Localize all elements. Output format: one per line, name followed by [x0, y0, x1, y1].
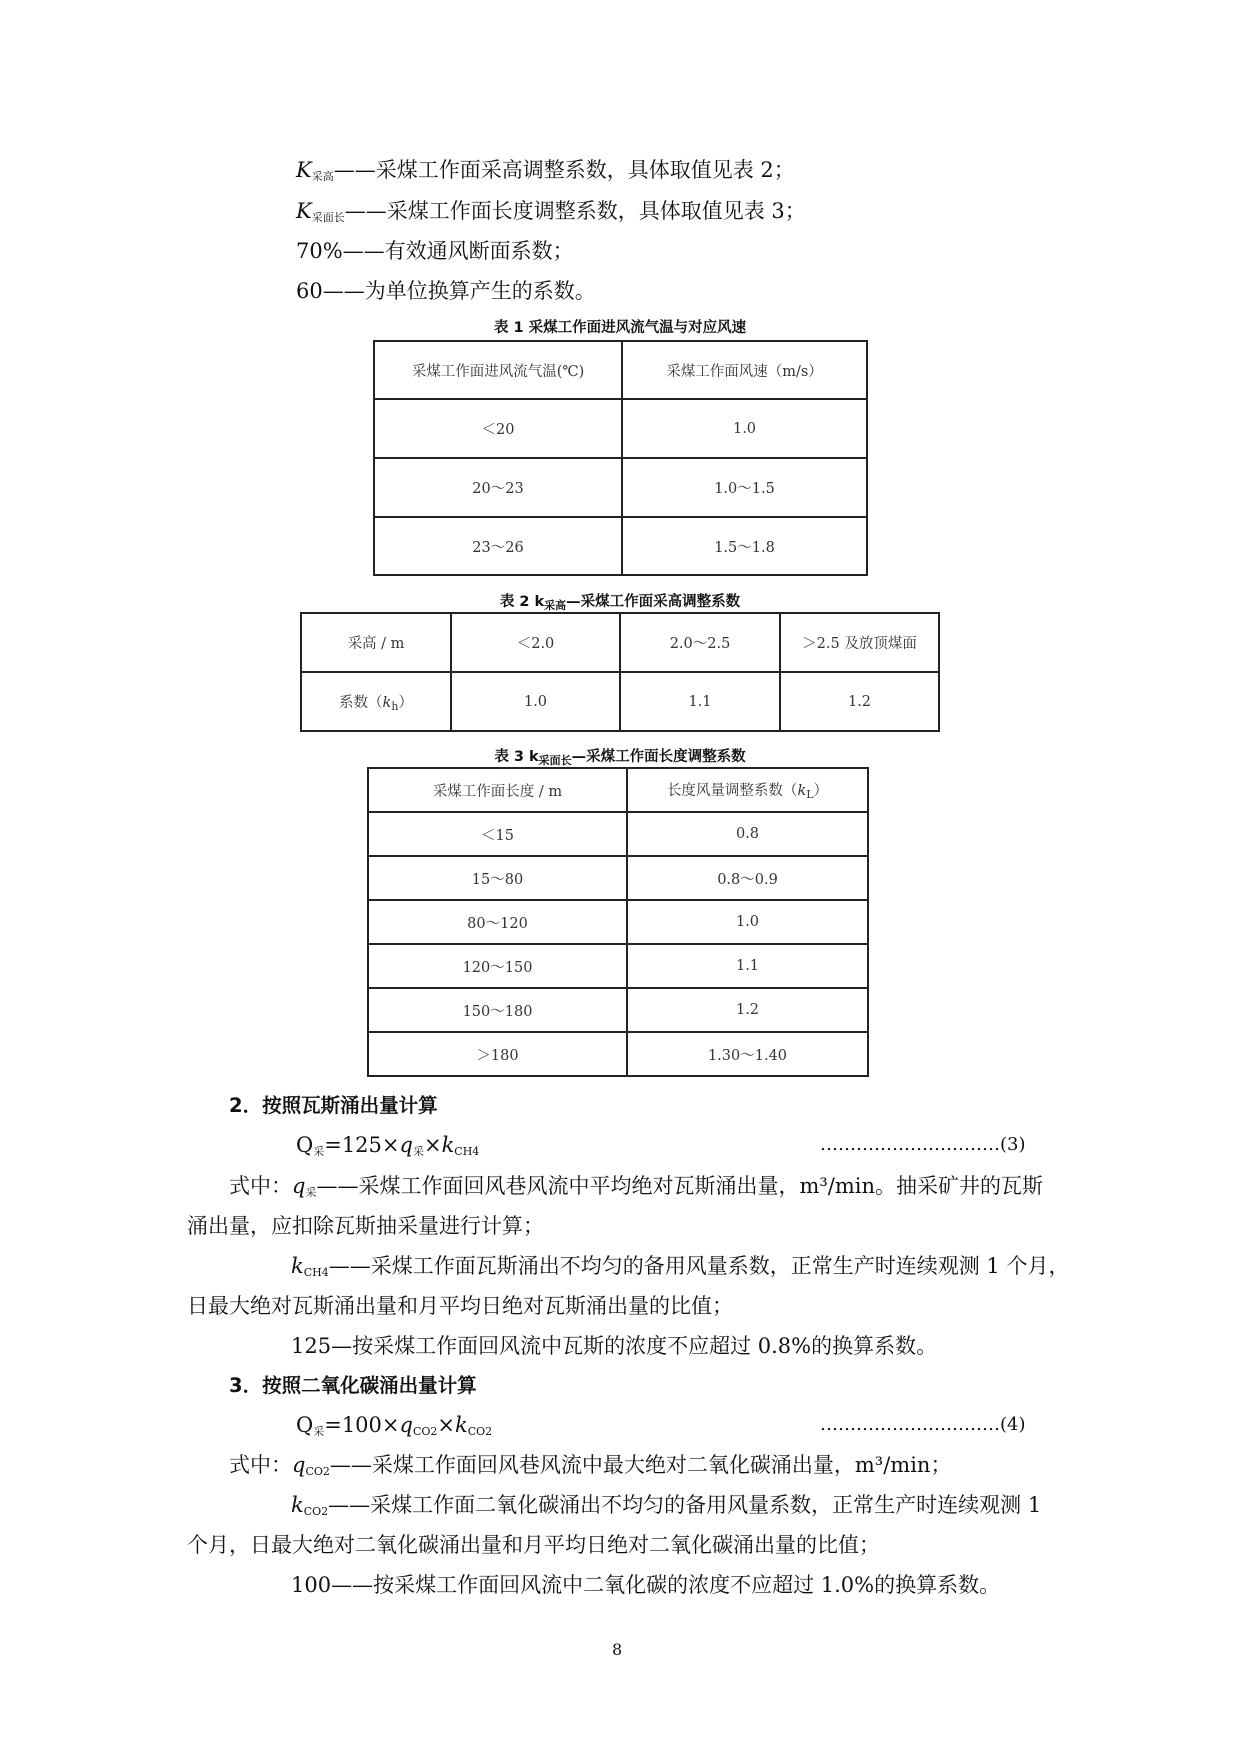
section3-para2-line1: [291, 1490, 1041, 1527]
subscript: CO2: [412, 1425, 438, 1438]
table-cell: ＜2.0: [451, 613, 620, 672]
table-cell: 80～120: [368, 900, 627, 944]
subscript: 采: [313, 1425, 325, 1438]
formula-part: =125×: [324, 1133, 400, 1157]
subscript: 采: [412, 1145, 424, 1158]
subscript: 采高: [311, 170, 334, 183]
table-cell: ＜15: [368, 812, 627, 856]
section3-para2-line2: 个月，日最大绝对二氧化碳涌出量和月平均日绝对二氧化碳涌出量的比值；: [187, 1533, 880, 1557]
table-cell: 15～80: [368, 856, 627, 900]
label-end: ）: [813, 783, 829, 799]
symbol: q: [399, 1133, 413, 1157]
definition-text: ——采煤工作面采高调整系数，具体取值见表 2；: [333, 158, 795, 182]
table-cell: 2.0～2.5: [620, 613, 780, 672]
definition-70: [296, 236, 574, 266]
table1-header-speed: 采煤工作面风速（m/s）: [622, 341, 867, 399]
symbol: q: [292, 1174, 306, 1198]
subscript: 采: [305, 1186, 317, 1199]
table-cell: 0.8: [627, 812, 868, 856]
symbol: K: [296, 158, 312, 182]
subscript: CO2: [303, 1505, 329, 1518]
table2-caption: [370, 590, 870, 613]
subscript: CO2: [467, 1425, 493, 1438]
equation-number-4: …………………………(4): [820, 1414, 1026, 1435]
label-end: ）: [398, 694, 413, 711]
text: ——采煤工作面二氧化碳涌出不均匀的备用风量系数，正常生产时连续观测 1: [328, 1493, 1042, 1517]
table-cell: ＜20: [374, 399, 622, 458]
symbol: K: [296, 199, 312, 223]
section2-heading: 2．按照瓦斯涌出量计算: [229, 1094, 438, 1117]
caption-suffix: —采煤工作面长度调整系数: [571, 749, 746, 765]
symbol: k: [291, 1493, 304, 1517]
subscript: CH4: [303, 1266, 329, 1279]
section2-para2-line2: 日最大绝对瓦斯涌出量和月平均日绝对瓦斯涌出量的比值；: [187, 1294, 733, 1318]
table-cell: [627, 768, 868, 812]
table-cell: 采煤工作面长度 / m: [368, 768, 627, 812]
symbol: q: [292, 1453, 306, 1477]
table-cell: ＞180: [368, 1032, 627, 1076]
section3-heading: 3．按照二氧化碳涌出量计算: [229, 1374, 477, 1397]
subscript: CO2: [305, 1465, 330, 1478]
page-number: 8: [612, 1640, 623, 1659]
formula-3: [296, 1130, 479, 1167]
table1: [373, 340, 868, 576]
symbol: k: [441, 1133, 455, 1157]
section2-para3: 125—按采煤工作面回风流中瓦斯的浓度不应超过 0.8%的换算系数。: [291, 1334, 938, 1358]
section3-para1: [229, 1450, 951, 1487]
subscript: CH4: [454, 1145, 480, 1158]
symbol: Q: [296, 1133, 314, 1157]
symbol: Q: [296, 1413, 314, 1437]
table-cell: 1.1: [627, 944, 868, 988]
table3-caption: [370, 745, 870, 768]
formula-part: =100×: [324, 1413, 400, 1437]
definition-text: 70%——有效通风断面系数；: [296, 239, 574, 263]
symbol: k: [291, 1254, 304, 1278]
label: 长度风量调整系数（: [666, 783, 798, 799]
table1-header-temp: 采煤工作面进风流气温(℃): [374, 341, 622, 399]
table-cell: 1.0～1.5: [622, 458, 867, 517]
table-cell: 20～23: [374, 458, 622, 517]
symbol: k: [797, 783, 807, 799]
section3-para3: 100——按采煤工作面回风流中二氧化碳的浓度不应超过 1.0%的换算系数。: [291, 1573, 1001, 1597]
section2-para1-line1: [229, 1171, 1043, 1208]
table-cell: 1.0: [622, 399, 867, 458]
table-cell: 0.8～0.9: [627, 856, 868, 900]
formula-4: [296, 1410, 492, 1447]
caption-prefix: 表 2 k: [499, 594, 545, 610]
table-cell: 1.0: [451, 672, 620, 731]
section2-para2-line1: [291, 1251, 1069, 1288]
section2-para1-line2: 涌出量，应扣除瓦斯抽采量进行计算；: [187, 1214, 544, 1238]
table-cell: 23～26: [374, 517, 622, 575]
symbol: k: [382, 694, 392, 711]
equation-number-3: …………………………(3): [820, 1134, 1026, 1155]
subscript: 采: [313, 1145, 325, 1158]
subscript: h: [391, 699, 399, 713]
table-cell: 1.1: [620, 672, 780, 731]
table1-caption: 表 1 采煤工作面进风流气温与对应风速: [493, 320, 747, 336]
table-cell: 120～150: [368, 944, 627, 988]
table3: [367, 767, 869, 1077]
table-cell: 1.0: [627, 900, 868, 944]
text: ——采煤工作面回风巷风流中平均绝对瓦斯涌出量，m³/min。抽采矿井的瓦斯: [316, 1174, 1044, 1198]
definition-text: ——采煤工作面长度调整系数，具体取值见表 3；: [344, 199, 806, 223]
symbol: q: [399, 1413, 413, 1437]
text: 式中：: [229, 1453, 292, 1477]
table-cell: [301, 672, 451, 731]
table-cell: 1.5～1.8: [622, 517, 867, 575]
caption-suffix: —采煤工作面采高调整系数: [566, 594, 741, 610]
table-cell: 1.2: [780, 672, 939, 731]
caption-sub: 采面长: [538, 754, 572, 767]
table-cell: ＞2.5 及放顶煤面: [780, 613, 939, 672]
table-cell: 1.30～1.40: [627, 1032, 868, 1076]
subscript: 采面长: [311, 211, 345, 224]
label: 系数（: [339, 694, 383, 711]
table-cell: 1.2: [627, 988, 868, 1032]
text: ——采煤工作面瓦斯涌出不均匀的备用风量系数，正常生产时连续观测 1 个月，: [328, 1254, 1070, 1278]
definition-k-length: [296, 196, 806, 233]
table2: [300, 612, 940, 732]
subscript: L: [806, 788, 814, 801]
text: ——采煤工作面回风巷风流中最大绝对二氧化碳涌出量，m³/min；: [329, 1453, 952, 1477]
caption-prefix: 表 3 k: [494, 749, 539, 765]
definition-60: [296, 276, 596, 306]
text: 式中：: [229, 1174, 292, 1198]
definition-text: 60——为单位换算产生的系数。: [296, 279, 596, 303]
table-cell: 采高 / m: [301, 613, 451, 672]
symbol: k: [455, 1413, 468, 1437]
formula-part: ×: [437, 1413, 455, 1437]
definition-k-height: [296, 155, 795, 192]
caption-sub: 采高: [544, 599, 567, 612]
formula-part: ×: [423, 1133, 442, 1157]
table-cell: 150～180: [368, 988, 627, 1032]
